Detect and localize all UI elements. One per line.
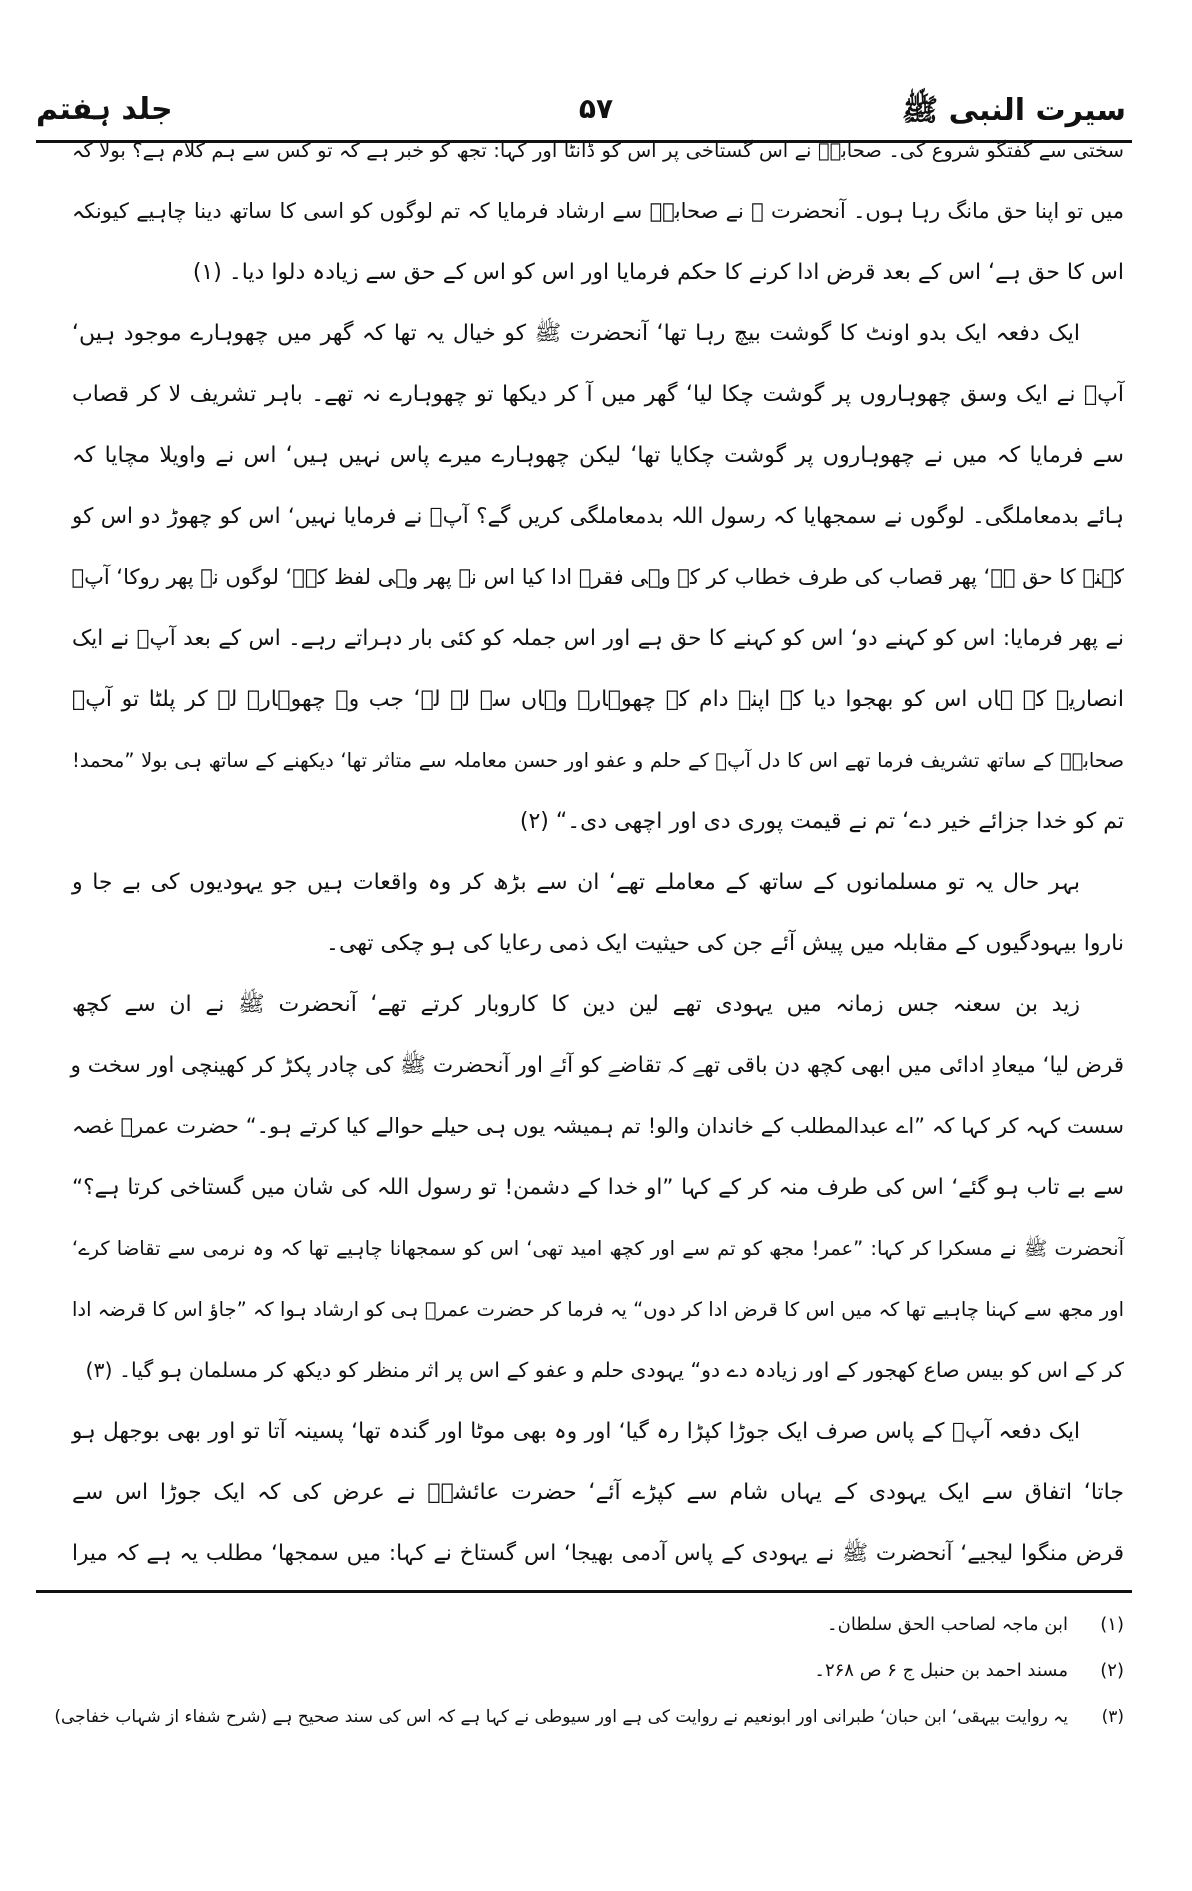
footnote-text: مسند احمد بن حنبل ج ۶ ص ۲۶۸۔ — [814, 1660, 1068, 1681]
footnote-text: یہ روایت بیہقی‘ ابن حبان‘ طبرانی اور ابونعیم نے روایت کی ہے اور سیوطی نے کہا ہے کہ اس کی سند صحیح ہے (شرح شفاء از شہاب خفاجی) — [54, 1707, 1068, 1727]
text-line: کر کے اس کو بیس صاع کھجور کے اور زیادہ دے دو“ یہودی حلم و عفو کے اس پر اثر منظر کو دیکھ کر مسلمان ہو گیا۔ (۳) — [85, 1358, 1124, 1382]
footnote-text: ابن ماجہ لصاحب الحق سلطان۔ — [827, 1614, 1068, 1635]
footnote-number: (۱) — [1100, 1614, 1124, 1635]
footnote — [36, 1704, 1124, 1730]
running-title: سیرت النبی ﷺ — [901, 93, 1126, 128]
volume-label: جلد ہفتم — [36, 92, 173, 127]
text-line: صحابہؓ کے ساتھ تشریف فرما تھے اس کا دل آپؐ کے حلم و عفو اور حسن معاملہ سے متاثر تھا‘ دیکھنے کے ساتھ ہی بولا ”محمد! — [72, 749, 1124, 772]
text-line: آپؐ نے ایک وسق چھوہاروں پر گوشت چکا لیا‘ گھر میں آ کر دیکھا تو چھوہارے نہ تھے۔ باہر تشریف لا کر قصاب — [72, 382, 1124, 407]
footnote-number: (۳) — [1101, 1707, 1124, 1727]
text-line: تم کو خدا جزائے خیر دے‘ تم نے قیمت پوری دی اور اچھی دی۔“ (۲) — [519, 809, 1124, 834]
text-line: قرض لیا‘ میعادِ ادائی میں ابھی کچھ دن باقی تھے کہ تقاضے کو آئے اور آنحضرت ﷺ کی چادر پکڑ کر کھینچی اور سخت و — [70, 1053, 1124, 1078]
footnote — [36, 1658, 1124, 1684]
text-line: زید بن سعنہ جس زمانہ میں یہودی تھے لین دین کا کاروبار کرتے تھے‘ آنحضرت ﷺ نے ان سے کچھ — [72, 992, 1080, 1017]
text-line: قرض منگوا لیجیے‘ آنحضرت ﷺ نے یہودی کے پاس آدمی بھیجا‘ اس گستاخ نے کہا: میں سمجھا‘ مطلب یہ ہے کہ میرا — [72, 1541, 1124, 1566]
text-line: جاتا‘ اتفاق سے ایک یہودی کے یہاں شام سے کپڑے آئے‘ حضرت عائشہؓ نے عرض کی کہ ایک جوڑا اس سے — [72, 1480, 1124, 1505]
text-line: اور مجھ سے کہنا چاہیے تھا کہ میں اس کا قرض ادا کر دوں“ یہ فرما کر حضرت عمرؓ ہی کو ارشاد ہوا کہ ”جاؤ اس کا قرضہ ادا — [72, 1298, 1124, 1321]
text-line: سے بے تاب ہو گئے‘ اس کی طرف منہ کر کے کہا ”او خدا کے دشمن! تو رسول اللہ کی شان میں گستاخی کرتا ہے؟“ — [72, 1175, 1124, 1200]
text-line: ہائے بدمعاملگی۔ لوگوں نے سمجھایا کہ رسول اللہ بدمعاملگی کریں گے؟ آپؐ نے فرمایا نہیں‘ اس کو چھوڑ دو اس کو — [72, 504, 1124, 529]
text-line: میں تو اپنا حق مانگ رہا ہوں۔ آنحضرت ﷺ نے صحابہؓ سے ارشاد فرمایا کہ تم لوگوں کو اسی کا ساتھ دینا چاہیے کیونکہ — [72, 199, 1124, 223]
text-line: ایک دفعہ ایک بدو اونٹ کا گوشت بیچ رہا تھا‘ آنحضرت ﷺ کو خیال یہ تھا کہ گھر میں چھوہارے موجود ہیں‘ — [72, 321, 1080, 346]
footnote-number: (۲) — [1100, 1660, 1124, 1681]
text-line: انصاریہ کے ہاں اس کو بھجوا دیا کہ اپنے دام کے چھوہارے وہاں سے لے لے‘ جب وہ چھوہارے لے کر پلٹا تو آپؐ — [72, 687, 1124, 712]
footnote — [36, 1612, 1124, 1638]
text-line: بہر حال یہ تو مسلمانوں کے ساتھ کے معاملے تھے‘ ان سے بڑھ کر وہ واقعات ہیں جو یہودیوں کی بے جا و — [72, 870, 1080, 895]
text-line: کہنے کا حق ہے‘ پھر قصاب کی طرف خطاب کر کے وہی فقرہ ادا کیا اس نے پھر وہی لفظ کہے‘ لوگوں نے پھر روکا‘ آپؐ — [71, 565, 1124, 589]
text-line: ناروا بیہودگیوں کے مقابلہ میں پیش آئے جن کی حیثیت ایک ذمی رعایا کی ہو چکی تھی۔ — [326, 931, 1124, 956]
text-line: اس کا حق ہے‘ اس کے بعد قرض ادا کرنے کا حکم فرمایا اور اس کو اس کے حق سے زیادہ دلوا دیا۔ (۱) — [192, 260, 1124, 285]
footnote-rule — [36, 1590, 1132, 1593]
text-line: آنحضرت ﷺ نے مسکرا کر کہا: ”عمر! مجھ کو تم سے اور کچھ امید تھی‘ اس کو سمجھانا چاہیے تھا کہ وہ نرمی سے تقاضا کرے‘ — [72, 1237, 1124, 1260]
text-line: نے پھر فرمایا: اس کو کہنے دو‘ اس کو کہنے کا حق ہے اور اس جملہ کو کئی بار دہراتے رہے۔ اس کے بعد آپؐ نے ایک — [72, 626, 1124, 651]
text-line: سست کہہ کر کہا کہ ”اے عبدالمطلب کے خاندان والو! تم ہمیشہ یوں ہی حیلے حوالے کیا کرتے ہو۔“ حضرت عمرؓ غصہ — [72, 1114, 1124, 1138]
text-line: سے فرمایا کہ میں نے چھوہاروں پر گوشت چکایا تھا‘ لیکن چھوہارے میرے پاس نہیں ہیں‘ اس نے واویلا مچایا کہ — [72, 443, 1124, 468]
text-line: ایک دفعہ آپؐ کے پاس صرف ایک جوڑا کپڑا رہ گیا‘ اور وہ بھی موٹا اور گندہ تھا‘ پسینہ آتا تو اور بھی بوجھل ہو — [72, 1419, 1080, 1444]
text-line: سختی سے گفتگو شروع کی۔ صحابہؓ نے اس گستاخی پر اس کو ڈانٹا اور کہا: تجھ کو خبر ہے کہ تو کس سے ہم کلام ہے؟ بولا کہ — [72, 139, 1124, 162]
page-number: ۵۷ — [578, 92, 614, 125]
